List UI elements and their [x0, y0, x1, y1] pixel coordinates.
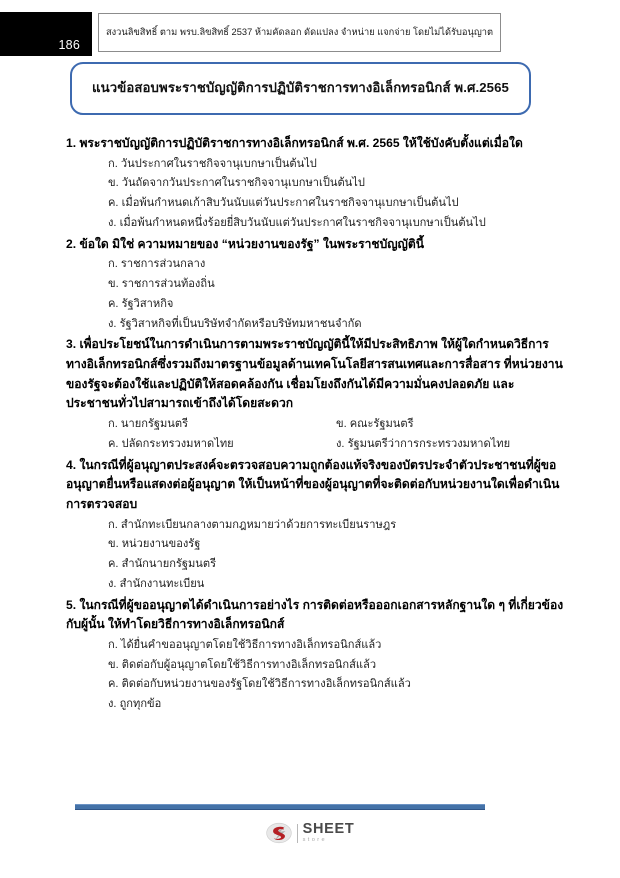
page-title: แนวข้อสอบพระราชบัญญัติการปฏิบัติราชการทางอิเล็กทรอนิกส์ พ.ศ.2565 — [92, 80, 509, 96]
option-item[interactable]: ง. เมื่อพ้นกำหนดหนึ่งร้อยยี่สิบวันนับแต่วันประกาศในราชกิจจานุเบกษาเป็นต้นไป — [108, 216, 486, 229]
brand-wordmark — [303, 822, 355, 844]
option-item[interactable]: ข. วันถัดจากวันประกาศในราชกิจจานุเบกษาเป็นต้นไป — [108, 177, 365, 190]
option-item[interactable]: ค. ติดต่อกับหน่วยงานของรัฐโดยใช้วิธีการทางอิเล็กทรอนิกส์แล้ว — [108, 678, 411, 691]
page-number: 186 — [58, 37, 80, 52]
question-text: 4. ในกรณีที่ผู้อนุญาตประสงค์จะตรวจสอบความถูกต้องแท้จริงของบัตรประจำตัวประชาชนที่ผู้ขออนุญาตยื่นหรือแสดงต่อผู้อนุญาต ให้เป็นหน้าที่ของผู้อนุญาตที่จะติดต่อกับหน่วยงานใดเพื่อดำเนินการตรวจสอบ — [66, 457, 560, 511]
option-item[interactable]: ข. ราชการส่วนท้องถิ่น — [108, 278, 215, 291]
exam-title-box — [70, 62, 531, 115]
option-item[interactable]: ค. รัฐวิสาหกิจ — [108, 297, 174, 310]
question-item — [66, 335, 566, 454]
question-item — [66, 456, 566, 595]
option-item[interactable]: ค. ปลัดกระทรวงมหาดไทย — [108, 437, 234, 450]
copyright-notice-text: สงวนลิขสิทธิ์ ตาม พรบ.ลิขสิทธิ์ 2537 ห้ามคัดลอก ดัดแปลง จำหน่าย แจกจ่าย โดยไม่ได้รับอนุญาต — [105, 26, 494, 37]
option-item[interactable]: ง. สำนักงานทะเบียน — [108, 577, 205, 590]
option-item[interactable]: ค. เมื่อพ้นกำหนดเก้าสิบวันนับแต่วันประกาศในราชกิจจานุเบกษาเป็นต้นไป — [108, 197, 459, 210]
option-item[interactable]: ก. ราชการส่วนกลาง — [108, 258, 206, 271]
question-text: 1. พระราชบัญญัติการปฏิบัติราชการทางอิเล็กทรอนิกส์ พ.ศ. 2565 ให้ใช้บังคับตั้งแต่เมื่อใด — [66, 136, 523, 150]
option-item[interactable]: ข. หน่วยงานของรัฐ — [108, 538, 201, 551]
option-item[interactable]: ข. ติดต่อกับผู้อนุญาตโดยใช้วิธีการทางอิเล็กทรอนิกส์แล้ว — [108, 658, 377, 671]
sheet-store-s-logo-icon — [266, 820, 292, 846]
option-item[interactable]: ง. ถูกทุกข้อ — [108, 698, 162, 711]
brand-subtitle: store — [302, 837, 328, 844]
footer-brand-logo — [0, 820, 620, 846]
option-item[interactable]: ก. สำนักทะเบียนกลางตามกฎหมายว่าด้วยการทะเบียนราษฎร — [108, 518, 397, 531]
option-item[interactable]: ค. สำนักนายกรัฐมนตรี — [108, 558, 217, 571]
option-list — [66, 516, 566, 595]
option-item[interactable]: ข. คณะรัฐมนตรี — [336, 418, 414, 431]
option-list — [66, 636, 566, 715]
question-text: 5. ในกรณีที่ผู้ขออนุญาตได้ดำเนินการอย่างไร การติดต่อหรือออกเอกสารหลักฐานใด ๆ ที่เกี่ยวข้องกับผู้นั้น ให้ทำโดยวิธีการทางอิเล็กทรอนิกส์ — [66, 597, 564, 632]
question-item — [66, 235, 566, 335]
questions-container — [66, 134, 566, 716]
page-number-tab — [0, 12, 92, 56]
question-text: 3. เพื่อประโยชน์ในการดำเนินการตามพระราชบัญญัตินี้ให้มีประสิทธิภาพ ให้ผู้ใดกำหนดวิธีการทางอิเล็กทรอนิกส์ซึ่งรวมถึงมาตรฐานข้อมูลด้านเทคโนโลยีสารสนเทศและการสื่อสาร ที่หน่วยงานของรัฐจะต้องใช้และปฏิบัติให้สอดคล้องกัน เชื่อมโยงถึงกันได้มีความมั่นคงปลอดภัย และประชาชนทั่วไปสามารถเข้าถึงได้โดยสะดวก — [66, 337, 563, 411]
brand-name: SHEET — [302, 820, 355, 837]
option-list — [66, 255, 566, 334]
copyright-notice-box — [98, 13, 501, 52]
option-item[interactable]: ง. รัฐมนตรีว่าการกระทรวงมหาดไทย — [336, 437, 511, 450]
footer-divider — [75, 804, 485, 810]
option-item[interactable]: ก. ได้ยื่นคำขออนุญาตโดยใช้วิธีการทางอิเล็กทรอนิกส์แล้ว — [108, 639, 382, 652]
question-item — [66, 134, 566, 234]
option-list — [66, 415, 566, 454]
option-item[interactable]: ก. นายกรัฐมนตรี — [108, 418, 189, 431]
option-list — [66, 155, 566, 234]
logo-divider — [297, 824, 298, 843]
question-item — [66, 596, 566, 715]
option-item[interactable]: ก. วันประกาศในราชกิจจานุเบกษาเป็นต้นไป — [108, 157, 317, 170]
question-text: 2. ข้อใด มิใช่ ความหมายของ “หน่วยงานของรัฐ” ในพระราชบัญญัตินี้ — [66, 236, 424, 251]
option-item[interactable]: ง. รัฐวิสาหกิจที่เป็นบริษัทจำกัดหรือบริษัทมหาชนจำกัด — [108, 317, 362, 330]
